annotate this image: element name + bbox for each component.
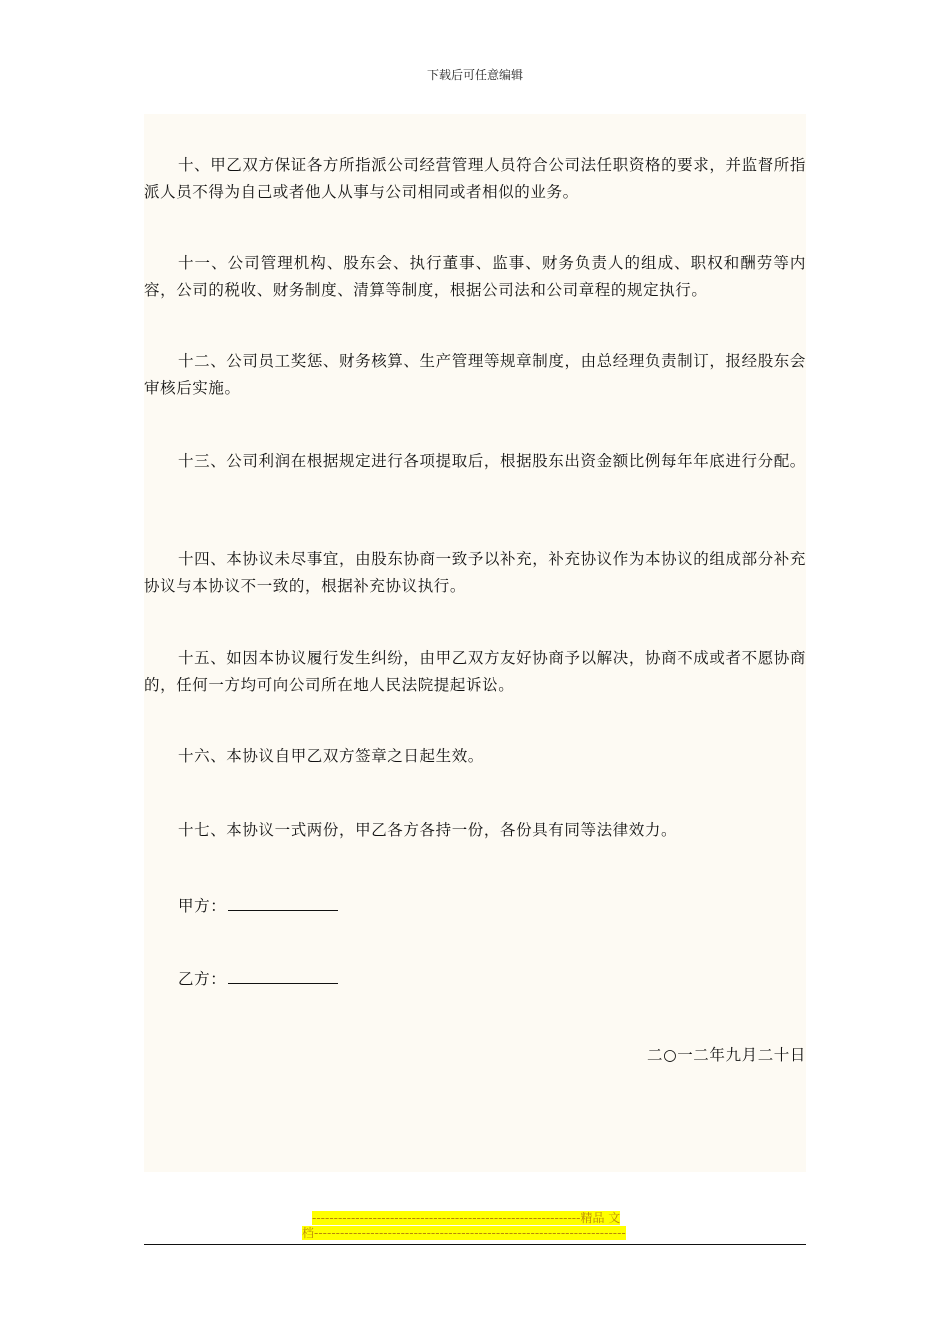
- clause-15: 十五、如因本协议履行发生纠纷，由甲乙双方友好协商予以解决，协商不成或者不愿协商的，任何一方均可向公司所在地人民法院提起诉讼。: [144, 649, 806, 694]
- document-body: [144, 114, 806, 1172]
- page-header: 下载后可任意编辑: [426, 68, 523, 82]
- clause-10: 十、甲乙双方保证各方所指派公司经营管理人员符合公司法任职资格的要求，并监督所指派人员不得为自己或者他人从事与公司相同或者相似的业务。: [144, 156, 806, 201]
- clause-16: 十六、本协议自甲乙双方签章之日起生效。: [178, 747, 484, 765]
- party-a-signature: [178, 892, 338, 920]
- party-b-label: 乙方：: [178, 970, 227, 988]
- clause-17: 十七、本协议一式两份，甲乙各方各持一份，各份具有同等法律效力。: [178, 821, 678, 839]
- footer-banner-line2: 档------------------------------------------------------------------------: [302, 1226, 626, 1240]
- footer-banner-line1: --------------------------------------------------------------精品 文: [312, 1211, 621, 1225]
- party-a-signature-line[interactable]: [228, 892, 338, 911]
- footer-banner: [302, 1211, 650, 1241]
- signing-date: 二○一二年九月二十日: [646, 1046, 806, 1064]
- footer-rule: [144, 1244, 806, 1245]
- clause-13: 十三、公司利润在根据规定进行各项提取后，根据股东出资金额比例每年年底进行分配。: [178, 452, 806, 470]
- clause-12: 十二、公司员工奖惩、财务核算、生产管理等规章制度，由总经理负责制订，报经股东会审核后实施。: [144, 352, 806, 397]
- party-b-signature: [178, 965, 338, 993]
- party-a-label: 甲方：: [178, 897, 227, 915]
- clause-11: 十一、公司管理机构、股东会、执行董事、监事、财务负责人的组成、职权和酬劳等内容，公司的税收、财务制度、清算等制度，根据公司法和公司章程的规定执行。: [144, 254, 806, 299]
- clause-14: 十四、本协议未尽事宜，由股东协商一致予以补充，补充协议作为本协议的组成部分补充协议与本协议不一致的，根据补充协议执行。: [144, 550, 806, 595]
- party-b-signature-line[interactable]: [228, 965, 338, 984]
